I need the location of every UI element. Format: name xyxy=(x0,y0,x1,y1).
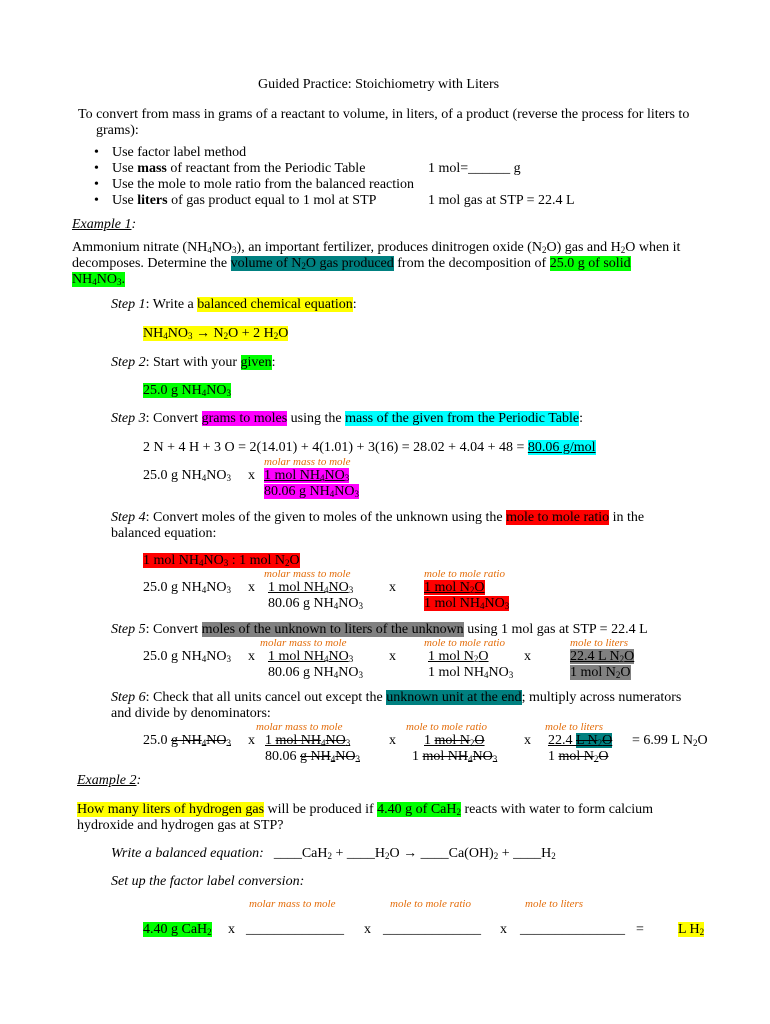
highlight-given: given xyxy=(240,355,272,370)
step-2-given: 25.0 g $NH_4NO_3$ xyxy=(143,383,231,398)
highlight-unknown-unit: unknown unit at the end xyxy=(386,690,522,705)
intro-bullets xyxy=(78,145,414,209)
example-1-heading: Example 1: xyxy=(72,217,137,232)
step-4-den-1: 80.06 g $NH_4NO_3$ xyxy=(268,596,363,611)
bullet-4: • Use liters of gas product equal to 1 mol at STP xyxy=(78,193,414,209)
page-title: Guided Practice: Stoichiometry with Liters xyxy=(258,77,500,92)
label-mole-ratio: mole to mole ratio xyxy=(406,721,487,733)
label-mole-liters: mole to liters xyxy=(545,721,604,733)
label-molar-mass: molar mass to mole xyxy=(264,456,351,468)
molar-mass-calc: 2 N + 4 H + 3 O = 2(14.01) + 4(1.01) + 3(16) = 28.02 + 4.04 + 48 = 80.06 g/mol xyxy=(143,440,596,455)
times-sign: x xyxy=(228,922,235,937)
label-molar-mass: molar mass to mole xyxy=(249,898,336,910)
step-4: Step 4: Convert moles of the given to moles of the unknown using the mole to mole ratio in the xyxy=(111,510,645,525)
answer-blank-1[interactable]: ______________ xyxy=(246,922,344,937)
intro-line-2: grams): xyxy=(96,123,139,138)
step-5-start: 25.0 g $NH_4NO_3$ xyxy=(143,649,231,664)
step-5-num-2: 1 mol $N_2O$ xyxy=(428,649,489,664)
times-sign: x xyxy=(524,733,531,748)
label-mole-ratio: mole to mole ratio xyxy=(424,568,505,580)
example-2-answer-unit: L $H_2$ xyxy=(678,922,705,937)
bullet-3: • Use the mole to mole ratio from the balanced reaction xyxy=(78,177,414,193)
step-5-den-2: 1 mol $NH_4NO_3$ xyxy=(428,665,514,680)
step-4-line-2: balanced equation: xyxy=(111,526,217,541)
label-molar-mass: molar mass to mole xyxy=(260,637,347,649)
step-5-den-1: 80.06 g $NH_4NO_3$ xyxy=(268,665,363,680)
times-sign: x xyxy=(524,649,531,664)
highlight-liters-hydrogen: How many liters of hydrogen gas xyxy=(77,802,265,817)
step-5-num-3: 22.4 L $N_2O$ xyxy=(570,649,635,664)
step-4-num-1: 1 mol $NH_4NO_3$ xyxy=(268,580,354,595)
arrow-icon: → xyxy=(403,846,418,861)
step-6: Step 6: Check that all units cancel out except the unknown unit at the end; multiply across numerators xyxy=(111,690,682,705)
example-1-problem-line-1: Ammonium nitrate $(NH_4NO_3)$, an important fertilizer, produces dinitrogen oxide $(N_2O)$ gas and $H_2O$ when it xyxy=(72,240,681,255)
step-5: Step 5: Convert moles of the unknown to liters of the unknown using 1 mol gas at STP = 22.4 L xyxy=(111,622,648,637)
highlight-balanced-equation: balanced chemical equation xyxy=(197,297,353,312)
example-2-heading: Example 2: xyxy=(77,773,142,788)
equals-sign: = xyxy=(636,922,644,937)
times-sign: x xyxy=(248,733,255,748)
step-2: Step 2: Start with your given: xyxy=(111,355,276,370)
times-sign: x xyxy=(500,922,507,937)
step-3-denominator: 80.06 g $NH_4NO_3$ xyxy=(264,484,359,499)
highlight-grams-to-moles: grams to moles xyxy=(201,411,288,426)
highlight-mass-periodic-table: mass of the given from the Periodic Table xyxy=(345,411,580,426)
arrow-icon: → xyxy=(195,326,210,341)
step-4-start: 25.0 g $NH_4NO_3$ xyxy=(143,580,231,595)
times-sign: x xyxy=(248,468,255,483)
label-molar-mass: molar mass to mole xyxy=(264,568,351,580)
bullet-2: • Use mass of reactant from the Periodic Table xyxy=(78,161,414,177)
step-4-den-2: 1 mol $NH_4NO_3$ xyxy=(424,596,510,611)
example-2-question-line-1: How many liters of hydrogen gas will be produced if 4.40 g of CaH$_2$ reacts with water to form calcium xyxy=(77,802,654,817)
answer-blank-2[interactable]: ______________ xyxy=(383,922,481,937)
example-2-setup: Set up the factor label conversion: xyxy=(111,874,305,889)
highlight-moles-to-liters: moles of the unknown to liters of the unknown xyxy=(201,622,464,637)
label-mole-liters: mole to liters xyxy=(570,637,629,649)
step-3-numerator: 1 mol $NH_4NO_3$ xyxy=(264,468,350,483)
step-6-den-2: 1 mol $NH_4NO_3$ xyxy=(412,749,498,764)
label-mole-ratio: mole to mole ratio xyxy=(390,898,471,910)
label-mole-ratio: mole to mole ratio xyxy=(424,637,505,649)
times-sign: x xyxy=(248,649,255,664)
answer-blank-3[interactable]: _______________ xyxy=(520,922,625,937)
times-sign: x xyxy=(248,580,255,595)
example-2-question-line-2: hydroxide and hydrogen gas at STP? xyxy=(77,818,284,833)
times-sign: x xyxy=(364,922,371,937)
step-1: Step 1: Write a balanced chemical equation: xyxy=(111,297,357,312)
times-sign: x xyxy=(389,733,396,748)
example-2-start: 4.40 g CaH$_2$ xyxy=(143,922,212,937)
step-3-start: 25.0 g $NH_4NO_3$ xyxy=(143,468,231,483)
times-sign: x xyxy=(389,580,396,595)
step-5-den-3: 1 mol $N_2O$ xyxy=(570,665,631,680)
molar-mass-value: 80.06 g/mol xyxy=(527,440,596,455)
step-4-num-2: 1 mol $N_2O$ xyxy=(424,580,485,595)
step-6-num-3: 22.4 L $N_2O$ xyxy=(548,733,613,748)
step-6-num-1: 1 mol $NH_4NO_3$ xyxy=(265,733,351,748)
step-1-equation: $NH_4NO_3 \to N_2O + 2$ $H_2O$ xyxy=(143,326,289,341)
bullet-1: • Use factor label method xyxy=(78,145,414,161)
step-6-start: 25.0 g $NH_4NO_3$ xyxy=(143,733,231,748)
step-6-result: = 6.99 L $N_2O$ xyxy=(632,733,708,748)
step-6-num-2: 1 mol $N_2O$ xyxy=(424,733,485,748)
intro-line-1: To convert from mass in grams of a reactant to volume, in liters, of a product (reverse the process for liters to xyxy=(78,107,690,122)
example-1-problem-line-2: decomposes. Determine the volume of $N_2O$ gas produced from the decomposition of 25.0 g of solid xyxy=(72,256,631,271)
example-2-write-equation: Write a balanced equation: ____CaH$_2$ + $\_\_\_\_H_2O$ → $\_\_\_\_Ca(OH)_2$ + $\_\_\_\_H_2$ xyxy=(111,846,556,861)
label-molar-mass: molar mass to mole xyxy=(256,721,343,733)
highlight-mass: 25.0 g of solid xyxy=(549,256,631,271)
step-5-num-1: 1 mol $NH_4NO_3$ xyxy=(268,649,354,664)
highlight-volume: volume of $N_2O$ gas produced xyxy=(230,256,394,271)
step-6-line-2: and divide by denominators: xyxy=(111,706,271,721)
step-6-den-3: 1 mol $N_2O$ xyxy=(548,749,609,764)
highlight-mole-ratio: mole to mole ratio xyxy=(506,510,610,525)
bullet-2-right: 1 mol=______ g xyxy=(428,161,521,176)
example-1-problem-line-3: $NH_4NO_3$. xyxy=(72,272,125,287)
bullet-4-right: 1 mol gas at STP = 22.4 L xyxy=(428,193,575,208)
times-sign: x xyxy=(389,649,396,664)
step-3: Step 3: Convert grams to moles using the mass of the given from the Periodic Table: xyxy=(111,411,583,426)
mole-ratio: 1 mol $NH_4NO_3$ : 1 mol $N_2O$ xyxy=(143,553,300,568)
step-6-den-1: 80.06 g $NH_4NO_3$ xyxy=(265,749,360,764)
label-mole-liters: mole to liters xyxy=(525,898,584,910)
highlight-cah2-mass: 4.40 g of CaH$_2$ xyxy=(377,802,461,817)
